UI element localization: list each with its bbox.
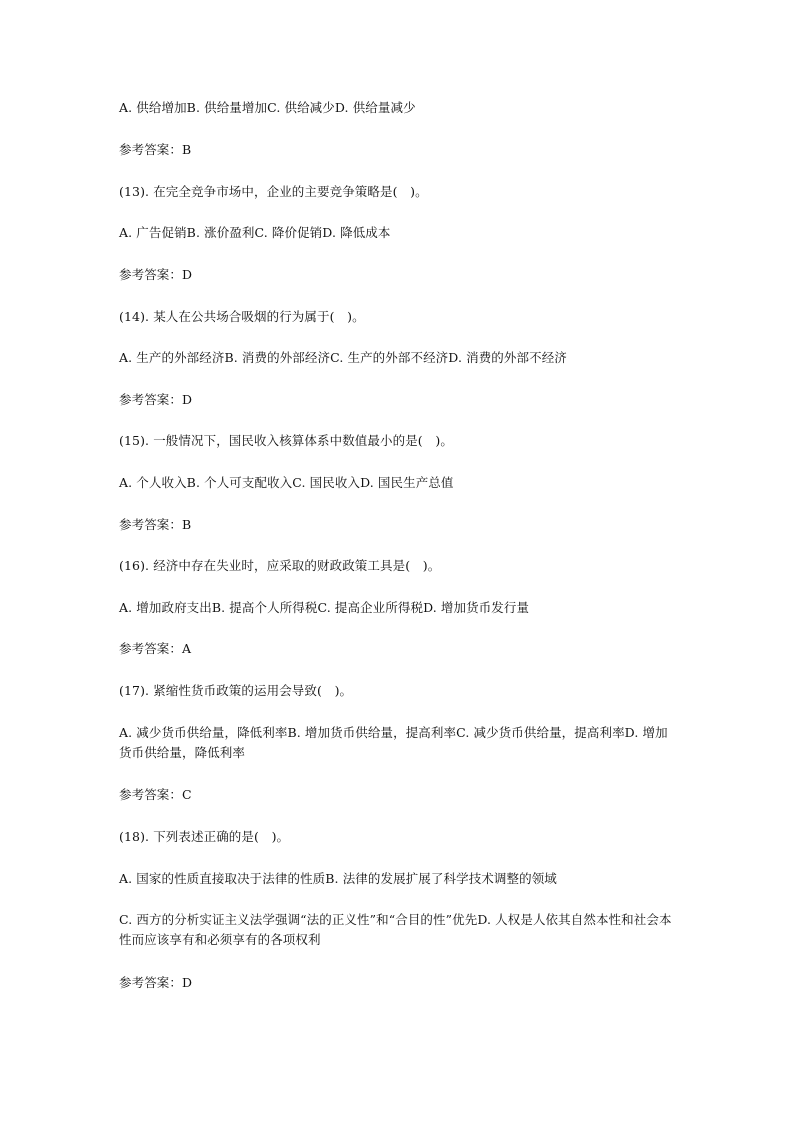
q18-question: (18). 下列表述正确的是( )。: [119, 829, 290, 844]
q16-answer: 参考答案：A: [119, 641, 192, 656]
q18-options-cd: C. 西方的分析实证主义法学强调“法的正义性”和“合目的性”优先D. 人权是人依其自然本性和社会本性而应该享有和必须享有的各项权利: [119, 912, 672, 947]
q14-options: A. 生产的外部经济B. 消费的外部经济C. 生产的外部不经济D. 消费的外部不经济: [119, 350, 567, 365]
q16-question: (16). 经济中存在失业时，应采取的财政政策工具是( )。: [119, 558, 441, 573]
q16-options: A. 增加政府支出B. 提高个人所得税C. 提高企业所得税D. 增加货币发行量: [119, 600, 530, 615]
q17-answer: 参考答案：C: [119, 787, 192, 802]
q13-options: A. 广告促销B. 涨价盈利C. 降价促销D. 降低成本: [119, 225, 391, 240]
q12-answer: 参考答案：B: [119, 142, 192, 157]
q14-question: (14). 某人在公共场合吸烟的行为属于( )。: [119, 309, 365, 324]
q15-question: (15). 一般情况下，国民收入核算体系中数值最小的是( )。: [119, 433, 453, 448]
q12-options: A. 供给增加B. 供给量增加C. 供给减少D. 供给量减少: [119, 100, 416, 115]
q15-answer: 参考答案：B: [119, 517, 192, 532]
q15-options: A. 个人收入B. 个人可支配收入C. 国民收入D. 国民生产总值: [119, 475, 454, 490]
q18-answer: 参考答案：D: [119, 975, 193, 990]
q14-answer: 参考答案：D: [119, 392, 193, 407]
q17-question: (17). 紧缩性货币政策的运用会导致( )。: [119, 683, 353, 698]
q13-question: (13). 在完全竞争市场中，企业的主要竞争策略是( )。: [119, 184, 428, 199]
q18-options-ab: A. 国家的性质直接取决于法律的性质B. 法律的发展扩展了科学技术调整的领域: [119, 871, 557, 886]
q17-options: A. 减少货币供给量，降低利率B. 增加货币供给量，提高利率C. 减少货币供给量，提高利率D. 增加货币供给量，降低利率: [119, 725, 668, 760]
q13-answer: 参考答案：D: [119, 267, 193, 282]
